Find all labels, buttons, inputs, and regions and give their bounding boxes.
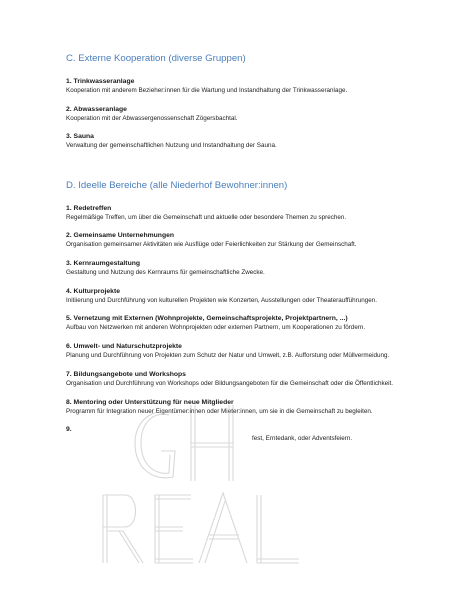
item-text: Organisation und Durchführung von Workshops oder Bildungsangeboten für die Gemeinschaft oder die Öffentlichkeit. — [66, 379, 394, 387]
section-d-item — [66, 314, 406, 332]
document-body — [66, 52, 406, 453]
section-c-item — [66, 77, 406, 95]
section-d-item — [66, 259, 406, 277]
item-text: Gestaltung und Nutzung des Kernraums für gemeinschaftliche Zwecke. — [66, 269, 265, 277]
item-text: Organisation gemeinsamer Aktivitäten wie Ausflüge oder Feierlichkeiten zur Stärkung der Gemeinschaft. — [66, 241, 357, 249]
item-text: Aufbau von Netzwerken mit anderen Wohnprojekten oder externen Partnern, um Kooperationen zu fördern. — [66, 324, 366, 332]
item-title: 4. Kulturprojekte — [66, 287, 121, 295]
section-d-item — [66, 287, 406, 305]
section-d-heading: D. Ideelle Bereiche (alle Niederhof Bewohner:innen) — [66, 179, 288, 191]
item-text: Kooperation mit anderem Bezieher:innen für die Wartung und Instandhaltung der Trinkwasseranlage. — [66, 87, 348, 94]
item-title: 8. Mentoring oder Unterstützung für neue Mitglieder — [66, 398, 234, 406]
section-c-item — [66, 105, 406, 123]
item-title: 3. Sauna — [66, 133, 94, 141]
item-text: Programm für Integration neuer Eigentümer:innen oder Mieter:innen, um sie in die Gemeinschaft zu begleiten. — [66, 407, 373, 415]
item-text: fest, Erntedank, oder Adventsfeiern. — [252, 435, 353, 443]
item-title: 5. Vernetzung mit Externen (Wohnprojekte, Gemeinschaftsprojekte, Projektpartnern, ...) — [66, 315, 348, 323]
section-d-item — [66, 204, 406, 222]
item-title: 1. Redetreffen — [66, 204, 112, 212]
section-d-item — [66, 398, 406, 416]
item-title: 1. Trinkwasseranlage — [66, 78, 135, 85]
item-text: Initiierung und Durchführung von kulturellen Projekten wie Konzerten, Ausstellungen oder Theateraufführungen. — [66, 296, 377, 304]
item-text: Kooperation mit der Abwassergenossenschaft Zögersbachtal. — [66, 114, 238, 122]
item-text: Regelmäßige Treffen, um über die Gemeinschaft und aktuelle oder besondere Themen zu sprechen. — [66, 213, 347, 221]
section-d-item — [66, 342, 406, 360]
item-title: 2. Abwasseranlage — [66, 105, 127, 113]
section-d-item — [66, 231, 406, 249]
item-title: 3. Kernraumgestaltung — [66, 260, 141, 268]
section-d-item — [66, 370, 406, 388]
item-title: 9. — [66, 426, 72, 434]
section-d-item — [66, 425, 406, 443]
item-text: Planung und Durchführung von Projekten zum Schutz der Natur und Umwelt, z.B. Aufforstung oder Müllvermeidung. — [66, 352, 390, 360]
item-title: 6. Umwelt- und Naturschutzprojekte — [66, 343, 182, 351]
item-text: Verwaltung der gemeinschaftlichen Nutzung und Instandhaltung der Sauna. — [66, 142, 277, 150]
item-title: 2. Gemeinsame Unternehmungen — [66, 232, 175, 240]
section-c-heading: C. Externe Kooperation (diverse Gruppen) — [66, 53, 246, 64]
item-title: 7. Bildungsangebote und Workshops — [66, 370, 186, 378]
section-c-item — [66, 132, 406, 150]
